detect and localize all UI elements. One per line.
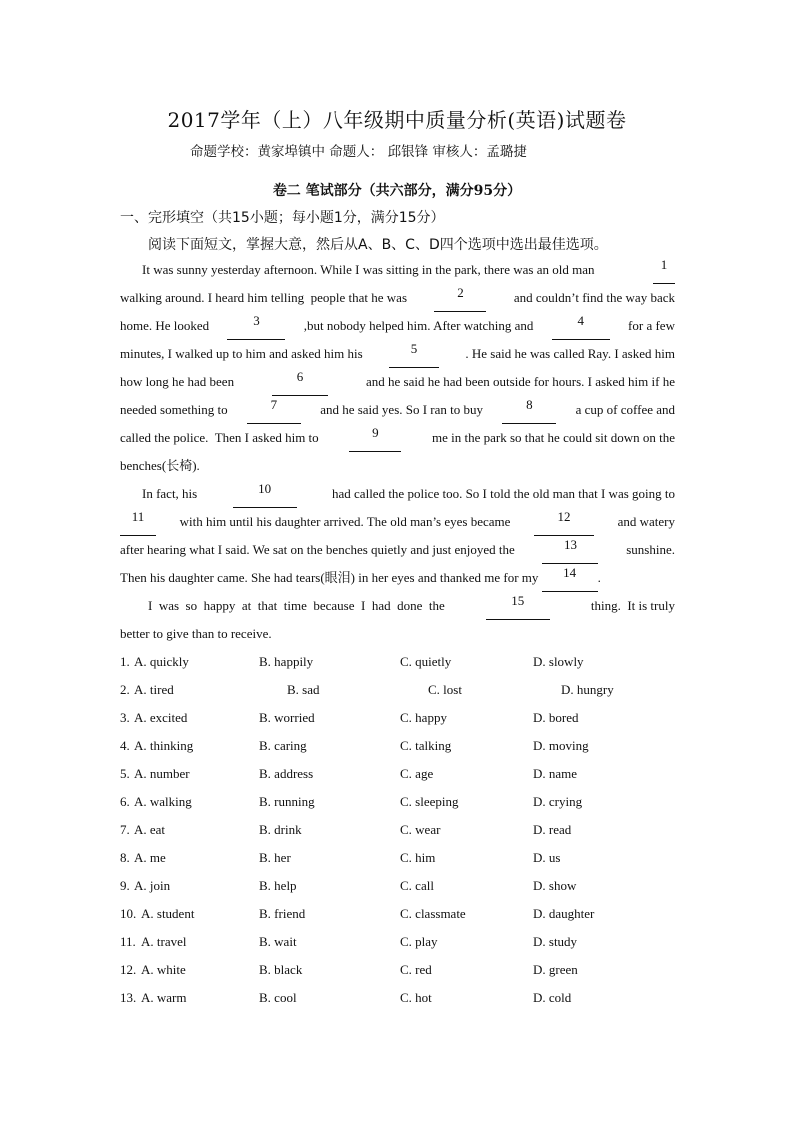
option-d: D. name — [533, 766, 578, 781]
option-b: B. help — [259, 878, 297, 893]
passage-text: and couldn’t find the way back — [513, 290, 675, 305]
blank-12: 12 — [534, 508, 594, 536]
passage-text: with him until his daughter arrived. The old man’s eyes became — [179, 514, 511, 529]
question-row — [120, 704, 680, 732]
passage-text: I was so happy at that time because I had done the — [148, 598, 445, 613]
blank-7: 7 — [247, 396, 301, 424]
question-number: 2. — [120, 682, 130, 697]
question-number: 13. — [120, 990, 137, 1005]
option-d: D. read — [533, 822, 572, 837]
option-c: C. classmate — [400, 906, 466, 921]
option-d: D. crying — [533, 794, 583, 809]
passage-text: minutes, I walked up to him and asked him his — [120, 346, 363, 361]
passage-line — [120, 340, 675, 368]
option-b: B. running — [259, 794, 315, 809]
passage-text: after hearing what I said. We sat on the benches quietly and just enjoyed the — [120, 542, 515, 557]
question-number: 4. — [120, 738, 130, 753]
passage-text: and he said yes. So I ran to buy — [320, 402, 484, 417]
option-c: C. call — [400, 878, 434, 893]
passage-text: Then his daughter came. She had tears(眼泪) in her eyes and thanked me for my — [120, 570, 539, 585]
passage-text: sunshine. — [626, 542, 675, 557]
passage-text: . He said he was called Ray. I asked him — [465, 346, 675, 361]
passage-line — [120, 256, 675, 284]
option-b: B. her — [259, 850, 291, 865]
option-c: C. quietly — [400, 654, 452, 669]
question-row — [120, 928, 680, 956]
blank-8: 8 — [502, 396, 556, 424]
option-a: A. excited — [134, 710, 188, 725]
blank-13: 13 — [542, 536, 598, 564]
question-row — [120, 984, 680, 1012]
passage-text: needed something to — [120, 402, 228, 417]
option-b: B. sad — [287, 682, 320, 697]
passage-text: better to give than to receive. — [120, 626, 272, 641]
option-d: D. cold — [533, 990, 572, 1005]
option-d: D. moving — [533, 738, 589, 753]
passage-text: In fact, his — [142, 486, 198, 501]
question-number: 5. — [120, 766, 130, 781]
option-a: A. warm — [141, 990, 187, 1005]
option-a: A. tired — [134, 682, 174, 697]
question-number: 6. — [120, 794, 130, 809]
option-c: C. talking — [400, 738, 452, 753]
blank-5: 5 — [389, 340, 439, 368]
question-number: 9. — [120, 878, 130, 893]
option-c: C. wear — [400, 822, 441, 837]
passage-text: how long he had been — [120, 374, 235, 389]
option-a: A. thinking — [134, 738, 194, 753]
section-heading: 卷二 笔试部分（共六部分，满分95分） — [272, 183, 522, 199]
blank-15: 15 — [486, 592, 550, 620]
option-a: A. number — [134, 766, 190, 781]
blank-2: 2 — [434, 284, 486, 312]
option-d: D. show — [533, 878, 577, 893]
option-a: A. travel — [141, 934, 187, 949]
passage-line — [120, 620, 675, 648]
question-row — [120, 648, 680, 676]
option-c: C. lost — [428, 682, 462, 697]
option-d: D. hungry — [561, 682, 614, 697]
question-row — [120, 732, 680, 760]
option-b: B. happily — [259, 654, 314, 669]
option-d: D. bored — [533, 710, 579, 725]
option-c: C. him — [400, 850, 436, 865]
option-b: B. address — [259, 766, 314, 781]
passage-line — [120, 396, 675, 424]
option-c: C. play — [400, 934, 438, 949]
option-d: D. us — [533, 850, 561, 865]
blank-4: 4 — [552, 312, 610, 340]
passage-text: thing. It is truly — [590, 598, 675, 613]
passage-line — [120, 312, 675, 340]
question-row — [120, 956, 680, 984]
option-b: B. caring — [259, 738, 307, 753]
option-b: B. black — [259, 962, 303, 977]
passage-text: It was sunny yesterday afternoon. While I was sitting in the park, there was an old man — [142, 262, 595, 277]
blank-10: 10 — [233, 480, 297, 508]
passage-text: . — [597, 570, 601, 585]
question-row — [120, 760, 680, 788]
passage-text: walking around. I heard him telling people that he was — [120, 290, 408, 305]
option-d: D. green — [533, 962, 578, 977]
author-info: 命题学校：黄家埠镇中 命题人： 邱银锋 审核人：孟璐捷 — [190, 144, 527, 160]
passage-text: ,but nobody helped him. After watching and — [303, 318, 534, 333]
option-a: A. white — [141, 962, 186, 977]
passage-line — [120, 564, 675, 592]
question-number: 11. — [120, 934, 136, 949]
passage-text: for a few — [628, 318, 675, 333]
question-row — [120, 900, 680, 928]
passage-line — [120, 508, 675, 536]
passage-line — [120, 284, 675, 312]
option-a: A. join — [134, 878, 171, 893]
passage-line — [120, 368, 675, 396]
question-number: 12. — [120, 962, 137, 977]
option-b: B. drink — [259, 822, 302, 837]
option-b: B. worried — [259, 710, 315, 725]
passage-line — [120, 536, 675, 564]
passage-text: me in the park so that he could sit down on the — [432, 430, 675, 445]
cloze-passage — [120, 256, 675, 648]
question-number: 7. — [120, 822, 130, 837]
passage-text: and watery — [617, 514, 675, 529]
option-d: D. daughter — [533, 906, 595, 921]
option-b: B. cool — [259, 990, 297, 1005]
option-c: C. hot — [400, 990, 432, 1005]
passage-line — [120, 452, 675, 480]
question-number: 10. — [120, 906, 137, 921]
option-a: A. me — [134, 850, 166, 865]
blank-14: 14 — [542, 564, 598, 592]
page-title: 2017学年（上）八年级期中质量分析(英语)试题卷 — [167, 108, 627, 132]
passage-text: benches(长椅). — [120, 458, 200, 473]
passage-line — [120, 480, 675, 508]
question-number: 8. — [120, 850, 130, 865]
option-c: C. red — [400, 962, 432, 977]
option-c: C. happy — [400, 710, 447, 725]
option-c: C. age — [400, 766, 434, 781]
question-row — [120, 676, 680, 704]
passage-text: had called the police too. So I told the old man that I was going to — [332, 486, 675, 501]
blank-6: 6 — [272, 368, 328, 396]
blank-9: 9 — [349, 424, 401, 452]
answer-options — [120, 648, 680, 1012]
passage-text: called the police. Then I asked him to — [120, 430, 319, 445]
passage-line — [120, 424, 675, 452]
option-a: A. walking — [134, 794, 192, 809]
part-heading: 一、完形填空（共15小题；每小题1分，满分15分） — [120, 210, 445, 226]
passage-text: home. He looked — [120, 318, 210, 333]
blank-1: 1 — [653, 256, 675, 284]
option-c: C. sleeping — [400, 794, 459, 809]
question-row — [120, 844, 680, 872]
option-a: A. eat — [134, 822, 166, 837]
option-a: A. student — [141, 906, 195, 921]
option-a: A. quickly — [134, 654, 189, 669]
blank-3: 3 — [227, 312, 285, 340]
instructions: 阅读下面短文，掌握大意，然后从A、B、C、D四个选项中选出最佳选项。 — [148, 237, 608, 253]
question-number: 1. — [120, 654, 130, 669]
question-row — [120, 872, 680, 900]
option-b: B. friend — [259, 906, 306, 921]
question-row — [120, 816, 680, 844]
option-d: D. study — [533, 934, 578, 949]
option-d: D. slowly — [533, 654, 584, 669]
passage-line — [120, 592, 675, 620]
passage-text: and he said he had been outside for hours. I asked him if he — [365, 374, 675, 389]
question-number: 3. — [120, 710, 130, 725]
blank-11: 11 — [120, 508, 156, 536]
passage-text: a cup of coffee and — [575, 402, 675, 417]
question-row — [120, 788, 680, 816]
option-b: B. wait — [259, 934, 297, 949]
